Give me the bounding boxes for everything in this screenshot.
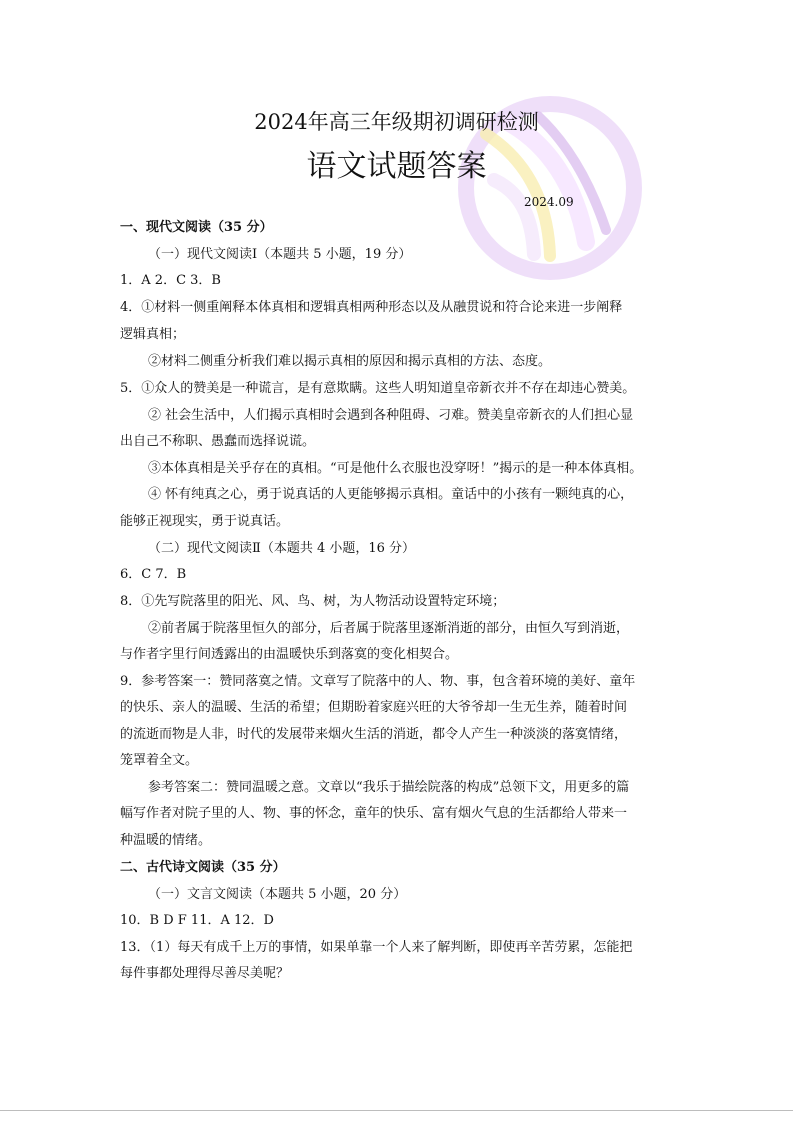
section-heading-modern-reading: 一、现代文阅读（35 分） bbox=[120, 220, 273, 235]
answer-line: 8．①先写院落里的阳光、风、鸟、树，为人物活动设置特定环境； bbox=[120, 594, 506, 609]
issue-date: 2024.09 bbox=[524, 195, 574, 209]
answer-line: 13．（1）每天有成千上万的事情，如果单靠一个人来了解判断，即使再辛苦劳累，怎能把 bbox=[120, 940, 633, 955]
answer-line: 的流逝而物是人非，时代的发展带来烟火生活的消逝，都令人产生一种淡淡的落寞情绪， bbox=[120, 727, 628, 742]
subsection-heading-modern-reading-1: （一）现代文阅读Ⅰ（本题共 5 小题，19 分） bbox=[148, 247, 412, 262]
answer-line: 出自己不称职、愚蠢而选择说谎。 bbox=[120, 434, 316, 449]
answer-line: 参考答案二：赞同温暖之意。文章以“我乐于描绘院落的构成”总领下文，用更多的篇 bbox=[148, 780, 630, 795]
answer-line: ② 社会生活中，人们揭示真相时会遇到各种阻碍、刁难。赞美皇帝新衣的人们担心显 bbox=[148, 408, 634, 423]
page-subtitle: 语文试题答案 bbox=[306, 149, 487, 184]
answer-line: 9．参考答案一：赞同落寞之情。文章写了院落中的人、物、事，包含着环境的美好、童年 bbox=[120, 674, 636, 689]
answer-line: 1．A 2．C 3．B bbox=[120, 273, 221, 288]
answer-line: 笼罩着全文。 bbox=[120, 753, 199, 768]
answer-line: 幅写作者对院子里的人、物、事的怀念，童年的快乐、富有烟火气息的生活都给人带来一 bbox=[120, 806, 628, 821]
answer-line: 逻辑真相； bbox=[120, 327, 186, 342]
answer-line: 10．B D F 11．A 12．D bbox=[120, 913, 274, 928]
section-heading-classical-reading: 二、古代诗文阅读（35 分） bbox=[120, 860, 286, 875]
answer-line: ②材料二侧重分析我们难以揭示真相的原因和揭示真相的方法、态度。 bbox=[148, 354, 552, 369]
answer-line: 4．①材料一侧重阐释本体真相和逻辑真相两种形态以及从融贯说和符合论来进一步阐释 bbox=[120, 300, 623, 315]
page-bottom-rule bbox=[0, 1110, 793, 1111]
subsection-heading-modern-reading-2: （二）现代文阅读Ⅱ（本题共 4 小题，16 分） bbox=[148, 541, 416, 556]
answer-line: 能够正视现实，勇于说真话。 bbox=[120, 514, 290, 529]
answer-line: ③本体真相是关乎存在的真相。“可是他什么衣服也没穿呀！”揭示的是一种本体真相。 bbox=[148, 461, 643, 476]
subsection-heading-classical-reading-1: （一）文言文阅读（本题共 5 小题，20 分） bbox=[148, 887, 407, 902]
answer-line: 与作者字里行间透露出的由温暖快乐到落寞的变化相契合。 bbox=[120, 647, 459, 662]
page-title: 2024年高三年级期初调研检测 bbox=[254, 110, 539, 134]
answer-line: ④ 怀有纯真之心，勇于说真话的人更能够揭示真相。童话中的小孩有一颗纯真的心， bbox=[148, 487, 634, 502]
answer-line: 5．①众人的赞美是一种谎言，是有意欺瞒。这些人明知道皇帝新衣并不存在却违心赞美。 bbox=[120, 381, 636, 396]
answer-line: 6．C 7．B bbox=[120, 567, 187, 582]
answer-line: 种温暖的情绪。 bbox=[120, 833, 212, 848]
answer-line: 每件事都处理得尽善尽美呢？ bbox=[120, 966, 290, 981]
answer-line: 的快乐、亲人的温暖、生活的希望；但期盼着家庭兴旺的大爷爷却一生无生养，随着时间 bbox=[120, 700, 628, 715]
answer-line: ②前者属于院落里恒久的部分，后者属于院落里逐渐消逝的部分，由恒久写到消逝， bbox=[148, 621, 630, 636]
